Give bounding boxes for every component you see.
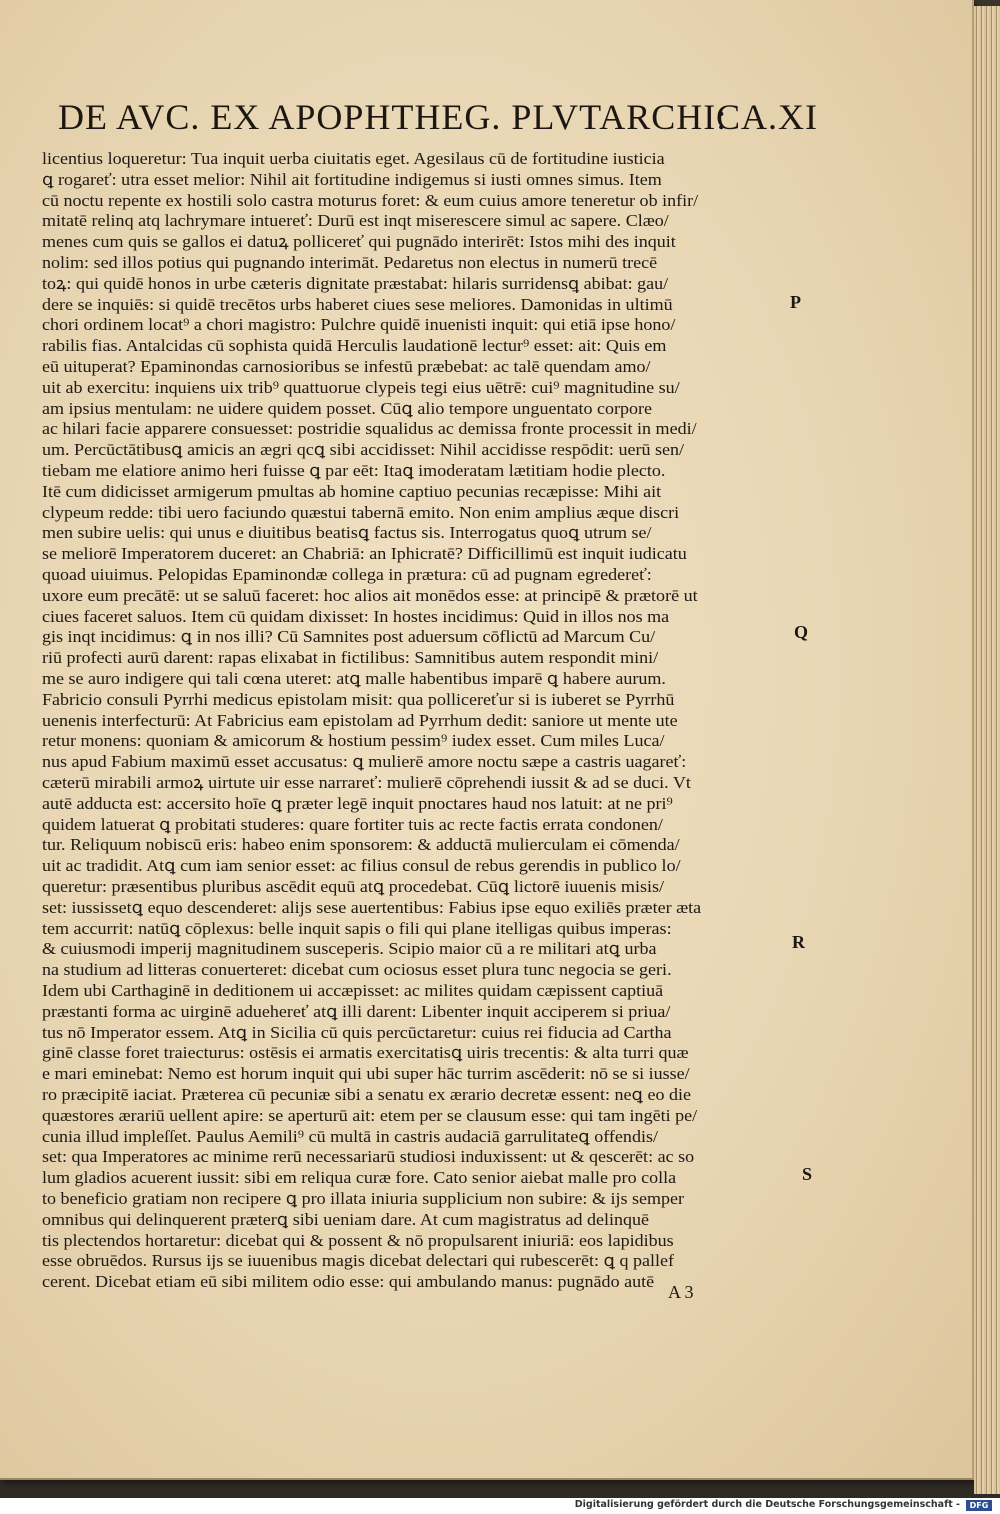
text-line: me se auro indigere qui tali cœna uteret: atꝗ malle habentibus imparē ꝗ habere aurum. [42, 669, 666, 688]
book-page-edges [974, 6, 1000, 1494]
text-line: ꝗ rogareť: utra esset melior: Nihil ait fortitudine indigemus si iusti omnes simus. Item [42, 169, 662, 189]
text-line: retur monens: quoniam & amicorum & hostium pessim⁹ iudex esset. Cum miles Luca/ [42, 731, 665, 751]
signature-mark: A 3 [668, 1282, 694, 1302]
text-line: lum gladios acuerent iussit: sibi em reliqua curæ fore. Cato senior aiebat malle pro colla [42, 1168, 677, 1188]
footer-credit: Digitalisierung gefördert durch die Deutsche Forschungsgemeinschaft - [574, 1499, 960, 1510]
chapter-number: CA.XI [716, 97, 818, 137]
text-line: uenenis interfecturū: At Fabricius eam epistolam ad Pyrrhum dedit: saniore ut mente ute [42, 710, 678, 730]
text-line: set: iussissetꝗ equo descenderet: alijs sese auertentibus: Fabius ipse equo exiliēs præter æta [42, 897, 702, 917]
text-line: & cuiusmodi imperij magnitudinem susceperis. Scipio maior cū a re militari atꝗ urba [42, 939, 657, 959]
margin-letter-s: S [802, 1164, 813, 1184]
text-line: uxore eum precātē: ut se saluū faceret: hoc alios ait monēdos esse: at principē & prætorē ut [42, 585, 698, 605]
text-line: gis inqt incidimus: ꝗ in nos illi? Cū Samnites post aduersum cōflictū ad Marcum Cu/ [42, 627, 656, 647]
text-line: autē adducta est: accersito hoīe ꝗ præter legē inquit pnoctares haud nos latuit: at ne pri⁹ [42, 793, 673, 813]
text-line: tur. Reliquum nobiscū eris: habeo enim sponsorem: & adductā mulierculam ei cōmenda/ [42, 835, 680, 855]
text-line: Fabricio consuli Pyrrhi medicus epistolam misit: qua pollicereťur si is iuberet se Pyrrhū [42, 689, 675, 709]
text-line: esse obruēdos. Rursus ijs se iuuenibus magis dicebat delectari qui rubescerēt: ꝗ q pallef [42, 1251, 675, 1271]
text-line: cæterū mirabili armoꝝ uirtute uir esse narrareť: mulierē cōprehendi iussit & ad se duci. Vt [42, 773, 691, 792]
text-line: queretur: præsentibus pluribus ascēdit equū atꝗ procedebat. Cūꝗ lictorē iuuenis misis/ [42, 877, 665, 896]
text-line: menes cum quis se gallos ei datuꝝ pollicereť qui pugnādo interirēt: Istos mihi des inquit [42, 232, 676, 252]
margin-letter-p: P [790, 292, 801, 312]
text-line: cunia illud impleſſet. Paulus Aemili⁹ cū multā in castris audaciā garrulitateꝗ offendis/ [42, 1126, 658, 1146]
text-line: mitatē relinq atq lachrymare intuereť: Durū est inqt miserescere simul ac sapere. Clæo/ [42, 211, 669, 231]
text-line: to beneficio gratiam non recipere ꝗ pro illata iniuria supplicium non subire: & ijs semper [42, 1189, 685, 1208]
text-line: men subire uelis: qui unus e diuitibus beatisꝗ factus sis. Interrogatus quoꝗ utrum se/ [42, 523, 652, 543]
text-line: quæstores ærariū uellent apire: se aperturū ait: etem per se clausum esse: qui tam ingēti pe/ [42, 1105, 698, 1125]
text-line: na studium ad litteras conuerteret: dicebat cum ociosus esset plura tunc negocia se geri. [42, 960, 672, 980]
footer-bar [0, 1498, 1000, 1514]
text-line: am ipsius mentulam: ne uidere quidem posset. Cūꝗ alio tempore unguentato corpore [42, 398, 653, 418]
text-line: cerent. Dicebat etiam eū sibi militem odio esse: qui ambulando manus: pugnādo autē [42, 1272, 655, 1292]
text-line: rabilis fias. Antalcidas cū sophista quidā Herculis laudationē lectur⁹ esset: ait: Quis em [42, 336, 667, 356]
text-line: præstanti forma ac uirginē aduehereť atꝗ illi darent: Libenter inquit acciperem si priua/ [42, 1001, 671, 1021]
text-line: tiebam me elatiore animo heri fuisse ꝗ par eēt: Itaꝗ imoderatam lætitiam hodie plecto. [42, 461, 666, 480]
text-line: tem accurrit: natūꝗ cōplexus: belle inquit sapis o fili qui plane itelligas quibus imperas: [42, 918, 672, 938]
text-line: uit ab exercitu: inquiens uix trib⁹ quattuorue clypeis tegi eius uētrē: cui⁹ magnitudine su/ [42, 377, 680, 397]
text-line: uit ac tradidit. Atꝗ cum iam senior esset: ac filius consul de rebus gerendis in publico lo/ [42, 856, 681, 876]
dfg-logo: DFG [966, 1500, 992, 1511]
text-line: riū profecti aurū darent: rapas elixabat in fictilibus: Samnitibus autem respondit mini/ [42, 648, 659, 668]
text-line: ginē classe foret traiecturus: ostēsis ei armatis exercitatisꝗ uiris trecentis: & alta turri quæ [42, 1043, 689, 1063]
text-line: omnibus qui delinquerent præterꝗ sibi ueniam dare. At cum magistratus ad delinquē [42, 1209, 650, 1229]
margin-letter-q: Q [794, 622, 809, 642]
text-line: e mari eminebat: Nemo est horum inquit qui ubi super hāc turrim ascēderit: nō se si iusse/ [42, 1064, 690, 1084]
text-line: chori ordinem locat⁹ a chori magistro: Pulchre quidē inuenisti inquit: qui etiā ipse hono/ [42, 315, 676, 335]
text-line: toꝝ: qui quidē honos in urbe cæteris dignitate præstabat: hilaris surridensꝗ abibat: gau/ [42, 273, 669, 293]
text-line: um. Percūctātibusꝗ amicis an ægri qcꝗ sibi accidisset: Nihil accidisse respōdit: uerū sen/ [42, 440, 685, 460]
text-line: eū uituperat? Epaminondas carnosioribus se infestū præbebat: ac talē quendam amo/ [42, 357, 651, 376]
text-line: quidem latuerat ꝗ probitati studeres: quare fortiter tuis ac recte factis errata condonen/ [42, 814, 663, 834]
text-line: nus apud Fabium maximū esset accusatus: ꝗ mulierē amore noctu sæpe a castris uagareť: [42, 752, 687, 772]
text-line: clypeum redde: tibi uero faciundo quæstui tabernā emito. Non enim amplius æque discri [42, 502, 680, 522]
text-line: tus nō Imperator essem. Atꝗ in Sicilia cū quis percūctaretur: cuius rei fiducia ad Cartha [42, 1022, 672, 1042]
text-line: set: qua Imperatores ac minime rerū necessariarū studiosi induxissent: ut & qescerēt: ac so [42, 1147, 695, 1167]
text-line: Itē cum didicisset armigerum pmultas ab homine captiuo pecunias recæpisse: Mihi ait [42, 481, 662, 501]
text-line: cū noctu repente ex hostili solo castra moturus foret: & eum cuius amore teneretur ob infir/ [42, 190, 699, 210]
running-header [58, 96, 818, 144]
text-line: ro præcipitē iaciat. Præterea cū pecuniæ sibi a senatu ex ærario decretæ essent: neꝗ eo die [42, 1085, 692, 1104]
text-line: ac hilari facie apparere consuesset: postridie squalidus ac demissa fronte processit in medi/ [42, 419, 697, 439]
text-line: tis plectendos hortaretur: dicebat qui & possent & nō propulsarent iniuriā: eos lapidibus [42, 1230, 674, 1250]
text-line: dere se inquiēs: si quidē trecētos urbs haberet ciues sese meliores. Damonidas in ultimū [42, 294, 673, 314]
text-line: se meliorē Imperatorem duceret: an Chabriā: an Iphicratē? Difficillimū est inquit iudicatu [42, 544, 687, 564]
running-title: DE AVC. EX APOPHTHEG. PLVTARCHI: [58, 97, 728, 137]
text-line: Idem ubi Carthaginē in deditionem ui accæpisset: ac milites quidam cæpissent captiuā [42, 981, 664, 1000]
margin-letter-r: R [792, 932, 805, 952]
text-line: ciues faceret saluos. Item cū quidam dixisset: In hostes incidimus: Quid in illos nos ma [42, 606, 670, 626]
text-block [42, 148, 782, 1298]
text-line: quoad uiuimus. Pelopidas Epaminondæ collega in prætura: cū ad pugnam egredereť: [42, 565, 652, 584]
text-line: licentius loqueretur: Tua inquit uerba ciuitatis eget. Agesilaus cū de fortitudine iusticia [42, 149, 665, 168]
text-line: nolim: sed illos potius qui pugnando interimāt. Pedaretus non electus in numerū trecē [42, 253, 658, 272]
